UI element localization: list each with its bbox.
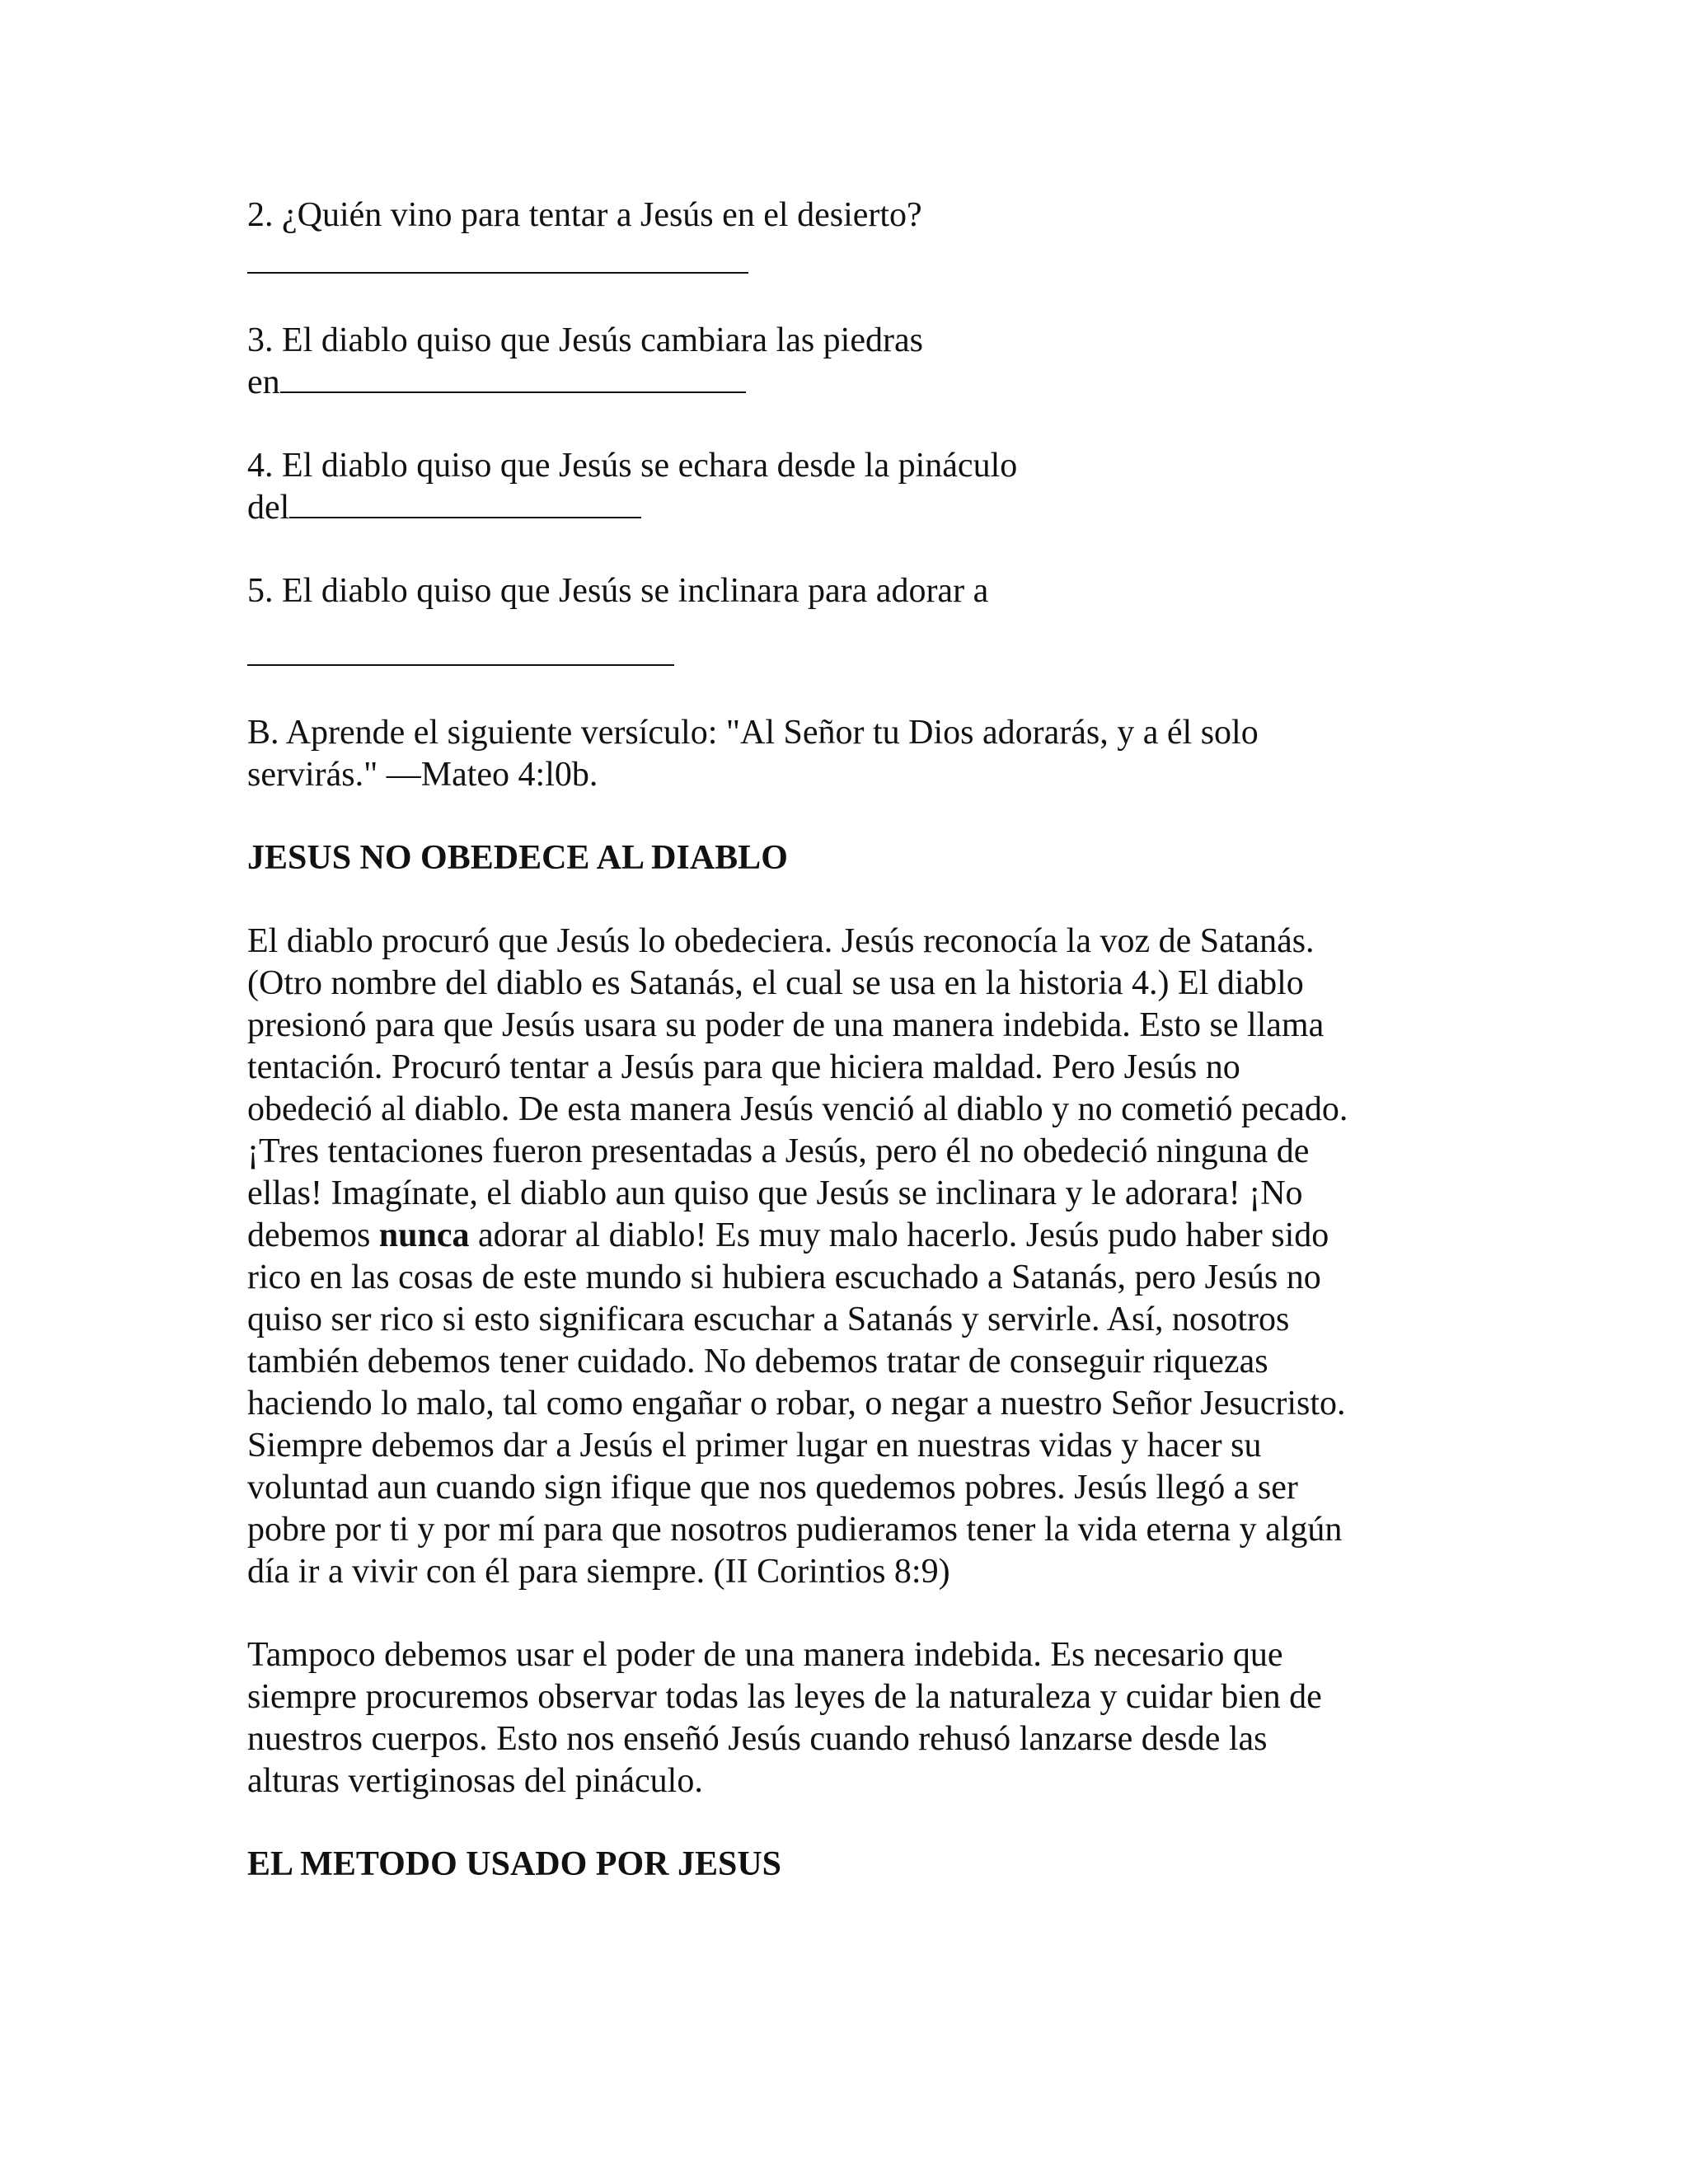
spacer	[247, 612, 1459, 629]
paragraph-line: alturas vertiginosas del pináculo.	[247, 1762, 703, 1800]
paragraph-line: presionó para que Jesús usara su poder de una manera indebida. Esto se llama	[247, 1006, 1325, 1044]
question-3-answer-blank[interactable]	[280, 362, 746, 393]
paragraph-line: pobre por ti y por mí para que nosotros pudieramos tener la vida eterna y algún	[247, 1511, 1343, 1549]
memory-verse-line-1: B. Aprende el siguiente versículo: "Al Señor tu Dios adorarás, y a él solo	[247, 714, 1259, 752]
question-5	[247, 570, 1459, 671]
paragraph-line: rico en las cosas de este mundo si hubiera escuchado a Satanás, pero Jesús no	[247, 1258, 1321, 1296]
answer-line	[247, 635, 674, 666]
paragraph-line	[247, 1215, 1459, 1257]
question-3-text: 3. El diablo quiso que Jesús cambiara las piedras	[247, 321, 923, 359]
paragraph-line: también debemos tener cuidado. No debemos tratar de conseguir riquezas	[247, 1343, 1268, 1380]
paragraph-line: Tampoco debemos usar el poder de una manera indebida. Es necesario que	[247, 1636, 1283, 1674]
paragraph-line: tentación. Procuró tentar a Jesús para que hiciera maldad. Pero Jesús no	[247, 1048, 1240, 1086]
paragraph-line: (Otro nombre del diablo es Satanás, el cual se usa en la historia 4.) El diablo	[247, 964, 1304, 1002]
paragraph-1	[247, 921, 1459, 1593]
question-4	[247, 445, 1459, 529]
paragraph-line: ellas! Imagínate, el diablo aun quiso que Jesús se inclinara y le adorara! ¡No	[247, 1174, 1303, 1212]
document-page	[247, 194, 1459, 1927]
paragraph-line: obedeció al diablo. De esta manera Jesús venció al diablo y no cometió pecado.	[247, 1090, 1348, 1128]
paragraph-line: El diablo procuró que Jesús lo obedeciera. Jesús reconocía la voz de Satanás.	[247, 922, 1315, 960]
paragraph-line: nuestros cuerpos. Esto nos enseñó Jesús cuando rehusó lanzarse desde las	[247, 1720, 1268, 1758]
paragraph-line: ¡Tres tentaciones fueron presentadas a Jesús, pero él no obedeció ninguna de	[247, 1132, 1310, 1170]
paragraph-line: día ir a vivir con él para siempre. (II Corintios 8:9)	[247, 1553, 950, 1591]
question-3-prefix: en	[247, 363, 280, 401]
question-4-prefix: del	[247, 489, 290, 527]
paragraph-line: quiso ser rico si esto significara escuchar a Satanás y servirle. Así, nosotros	[247, 1301, 1290, 1338]
question-2-text: 2. ¿Quién vino para tentar a Jesús en el desierto?	[247, 196, 922, 234]
question-4-text: 4. El diablo quiso que Jesús se echara desde la pináculo	[247, 447, 1018, 485]
memory-verse	[247, 712, 1459, 796]
paragraph-text: debemos	[247, 1216, 379, 1254]
question-3	[247, 320, 1459, 404]
paragraph-text: adorar al diablo! Es muy malo hacerlo. Jesús pudo haber sido	[469, 1216, 1329, 1254]
question-4-answer-line	[247, 487, 1459, 529]
section-heading-2: EL METODO USADO POR JESUS	[247, 1845, 782, 1883]
paragraph-line: voluntad aun cuando sign ifique que nos quedemos pobres. Jesús llegó a ser	[247, 1469, 1298, 1507]
paragraph-line: siempre procuremos observar todas las leyes de la naturaleza y cuidar bien de	[247, 1678, 1322, 1716]
question-5-answer-blank[interactable]	[247, 629, 1459, 671]
paragraph-line: haciendo lo malo, tal como engañar o robar, o negar a nuestro Señor Jesucristo.	[247, 1385, 1346, 1422]
memory-verse-line-2: servirás." —Mateo 4:l0b.	[247, 756, 598, 794]
section-heading-1: JESUS NO OBEDECE AL DIABLO	[247, 839, 788, 877]
paragraph-line: Siempre debemos dar a Jesús el primer lugar en nuestras vidas y hacer su	[247, 1427, 1262, 1465]
answer-line	[247, 242, 748, 274]
question-3-answer-line	[247, 362, 1459, 404]
question-2-answer-blank[interactable]	[247, 237, 1459, 279]
question-4-answer-blank[interactable]	[289, 487, 641, 518]
question-5-text: 5. El diablo quiso que Jesús se inclinara para adorar a	[247, 572, 989, 610]
emphasis-nunca: nunca	[378, 1216, 470, 1254]
question-2	[247, 194, 1459, 279]
paragraph-2	[247, 1634, 1459, 1802]
